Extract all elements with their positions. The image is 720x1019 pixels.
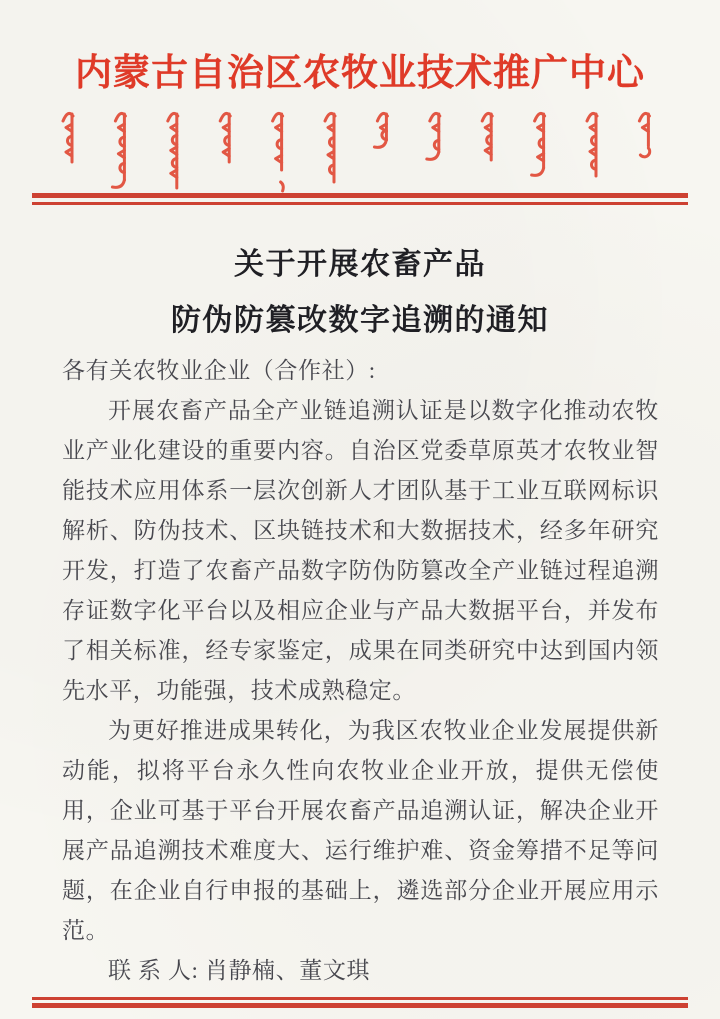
document-title (0, 237, 720, 349)
body-paragraph-2: 为更好推进成果转化，为我区农牧业企业发展提供新动能，拟将平台永久性向农牧业企业开放，提供无偿使用，企业可基于平台开展农畜产品追溯认证，解决企业开展产品追溯技术难度大、运行维护难、资金筹措不足等问题，在企业自行申报的基础上，遴选部分企业开展应用示范。 (62, 718, 659, 943)
mongolian-script-glyphs (48, 108, 672, 194)
document-title-line1: 关于开展农畜产品 (234, 248, 486, 281)
org-name-chinese: 内蒙古自治区农牧业技术推广中心 (75, 53, 645, 94)
document-title-line2: 防伪防篡改数字追溯的通知 (171, 304, 549, 337)
header-divider (32, 193, 688, 205)
footer-divider-thin-line (32, 997, 688, 1000)
footer-divider (32, 997, 688, 1008)
contact-line: 联 系 人: 肖静楠、董文琪 (108, 958, 371, 983)
header-divider-thick-line (32, 193, 688, 198)
document-body (62, 351, 659, 991)
footer-divider-thick-line (32, 1003, 688, 1008)
mongolian-script-title (48, 108, 672, 194)
header-divider-thin-line (32, 202, 688, 205)
body-paragraph-1: 开展农畜产品全产业链追溯认证是以数字化推动农牧业产业化建设的重要内容。自治区党委草原英才农牧业智能技术应用体系一层次创新人才团队基于工业互联网标识解析、防伪技术、区块链技术和大数据技术，经多年研究开发，打造了农畜产品数字防伪防篡改全产业链过程追溯存证数字化平台以及相应企业与产品大数据平台，并发布了相关标准，经专家鉴定，成果在同类研究中达到国内领先水平，功能强，技术成熟稳定。 (62, 398, 659, 703)
salutation: 各有关农牧业企业（合作社）: (62, 358, 376, 383)
